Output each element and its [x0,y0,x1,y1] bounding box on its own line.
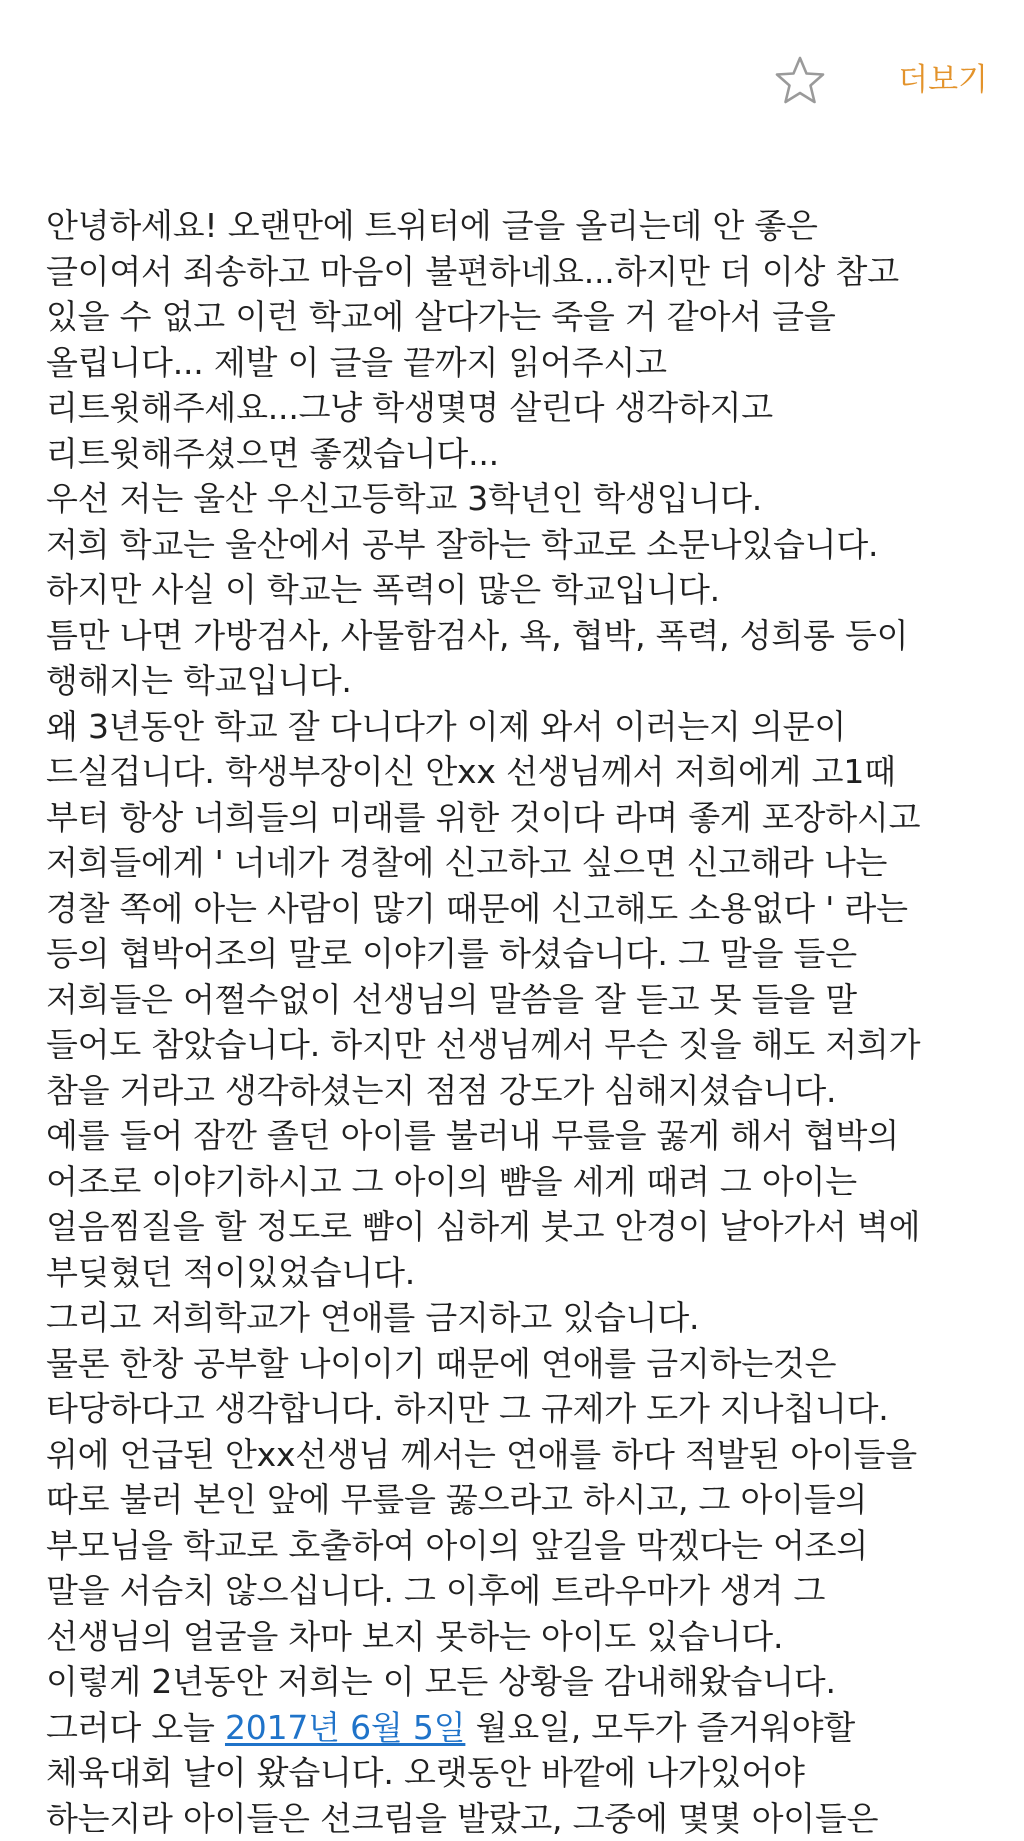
post-line: 드실겁니다. 학생부장이신 안xx 선생님께서 저희에게 고1때 [46,749,1006,795]
post-body [46,203,1006,1841]
post-line: 부딪혔던 적이있었습니다. [46,1250,1006,1296]
post-line: 그리고 저희학교가 연애를 금지하고 있습니다. [46,1295,1006,1341]
post-line: 있을 수 없고 이런 학교에 살다가는 죽을 거 같아서 글을 [46,294,1006,340]
star-outline-icon [774,55,826,105]
post-line: 행해지는 학교입니다. [46,658,1006,704]
post-line: 말을 서슴치 않으십니다. 그 이후에 트라우마가 생겨 그 [46,1568,1006,1614]
post-line: 틈만 나면 가방검사, 사물함검사, 욕, 협박, 폭력, 성희롱 등이 [46,613,1006,659]
post-line: 부모님을 학교로 호출하여 아이의 앞길을 막겠다는 어조의 [46,1523,1006,1569]
more-button[interactable]: 더보기 [898,58,988,102]
post-line-with-link [46,1705,1006,1751]
post-line: 예를 들어 잠깐 졸던 아이를 불러내 무릎을 꿇게 해서 협박의 [46,1113,1006,1159]
post-line: 어조로 이야기하시고 그 아이의 뺨을 세게 때려 그 아이는 [46,1159,1006,1205]
post-line: 하는지라 아이들은 선크림을 발랐고, 그중에 몇몇 아이들은 [46,1796,1006,1841]
post-line: 우선 저는 울산 우신고등학교 3학년인 학생입니다. [46,476,1006,522]
post-line: 안녕하세요! 오랜만에 트위터에 글을 올리는데 안 좋은 [46,203,1006,249]
post-line: 왜 3년동안 학교 잘 다니다가 이제 와서 이러는지 의문이 [46,704,1006,750]
post-line: 부터 항상 너희들의 미래를 위한 것이다 라며 좋게 포장하시고 [46,795,1006,841]
post-line: 물론 한창 공부할 나이이기 때문에 연애를 금지하는것은 [46,1341,1006,1387]
top-bar [0,0,1024,160]
date-link[interactable]: 2017년 6월 5일 [225,1708,465,1747]
post-line: 참을 거라고 생각하셨는지 점점 강도가 심해지셨습니다. [46,1068,1006,1114]
link-line-prefix: 그러다 오늘 [46,1708,225,1747]
post-line: 이렇게 2년동안 저희는 이 모든 상황을 감내해왔습니다. [46,1659,1006,1705]
link-line-suffix: 월요일, 모두가 즐거워야할 [465,1708,855,1747]
post-line: 저희들은 어쩔수없이 선생님의 말씀을 잘 듣고 못 들을 말 [46,977,1006,1023]
post-line: 저희들에게 ' 너네가 경찰에 신고하고 싶으면 신고해라 나는 [46,840,1006,886]
post-line: 경찰 쪽에 아는 사람이 많기 때문에 신고해도 소용없다 ' 라는 [46,886,1006,932]
post-line: 타당하다고 생각합니다. 하지만 그 규제가 도가 지나칩니다. [46,1386,1006,1432]
post-line: 하지만 사실 이 학교는 폭력이 많은 학교입니다. [46,567,1006,613]
post-line: 글이여서 죄송하고 마음이 불편하네요...하지만 더 이상 참고 [46,249,1006,295]
post-line: 리트윗해주셨으면 좋겠습니다... [46,431,1006,477]
post-line: 올립니다... 제발 이 글을 끝까지 읽어주시고 [46,340,1006,386]
post-line: 등의 협박어조의 말로 이야기를 하셨습니다. 그 말을 들은 [46,931,1006,977]
post-line: 얼음찜질을 할 정도로 뺨이 심하게 붓고 안경이 날아가서 벽에 [46,1204,1006,1250]
post-line: 리트윗해주세요...그냥 학생몇명 살린다 생각하지고 [46,385,1006,431]
post-line: 따로 불러 본인 앞에 무릎을 꿇으라고 하시고, 그 아이들의 [46,1477,1006,1523]
post-line: 선생님의 얼굴을 차마 보지 못하는 아이도 있습니다. [46,1614,1006,1660]
post-line: 체육대회 날이 왔습니다. 오랫동안 바깥에 나가있어야 [46,1750,1006,1796]
post-line: 위에 언급된 안xx선생님 께서는 연애를 하다 적발된 아이들을 [46,1432,1006,1478]
post-line: 들어도 참았습니다. 하지만 선생님께서 무슨 짓을 해도 저희가 [46,1022,1006,1068]
post-line: 저희 학교는 울산에서 공부 잘하는 학교로 소문나있습니다. [46,522,1006,568]
favorite-button[interactable] [772,52,828,108]
